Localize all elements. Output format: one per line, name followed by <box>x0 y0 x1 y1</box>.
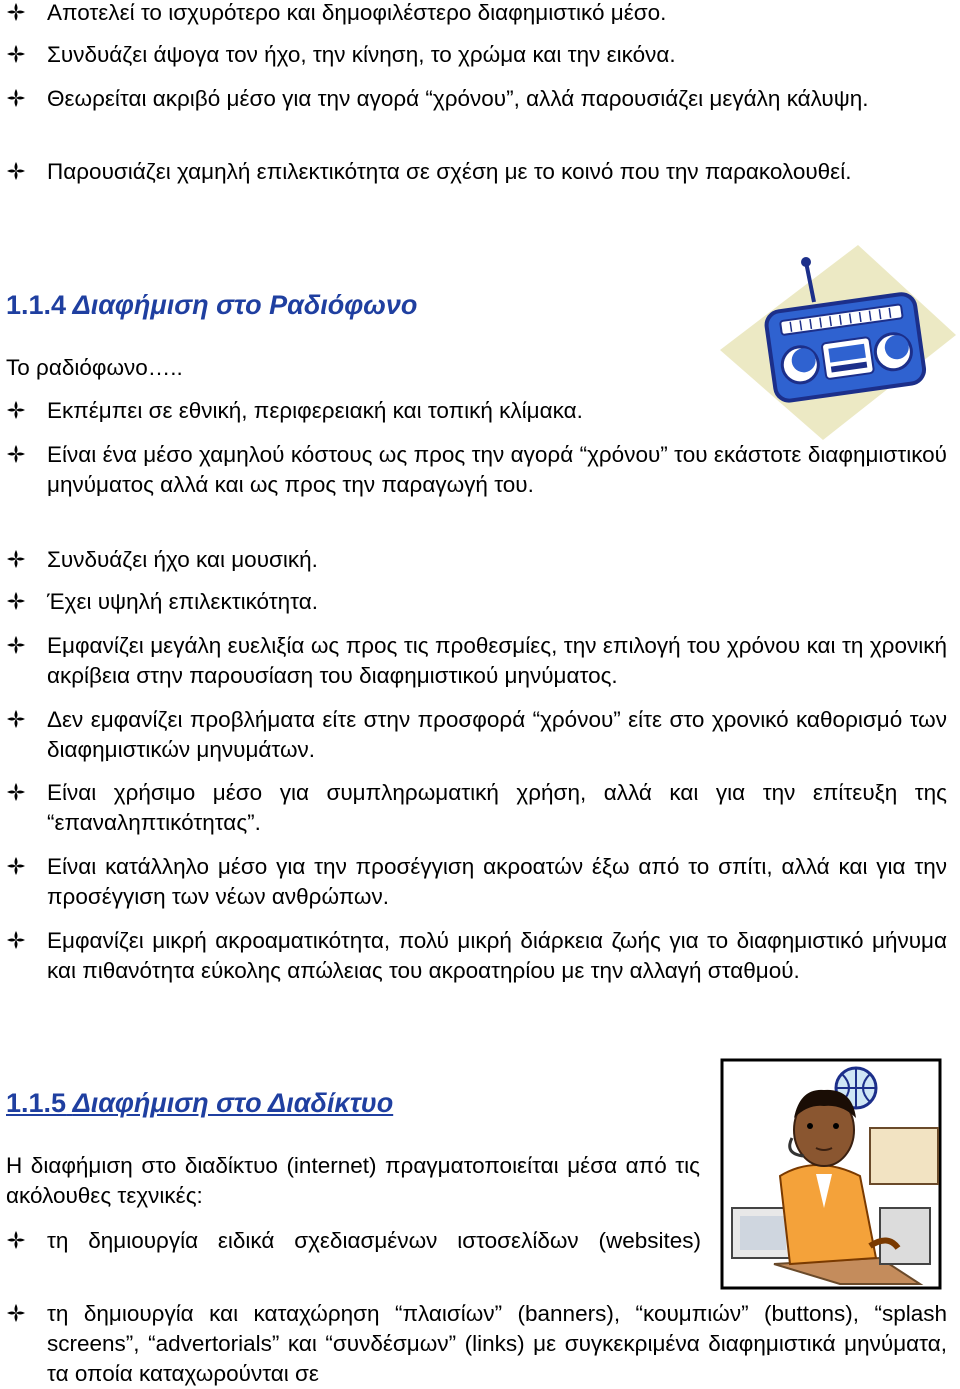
diamond-four-petal-icon <box>6 635 26 655</box>
diamond-four-petal-icon <box>6 44 26 64</box>
list-item <box>0 396 947 426</box>
section-title: Διαφήμιση στο Ραδιόφωνο <box>72 290 418 320</box>
list-item-text: Είναι χρήσιμο μέσο για συμπληρωματική χρήση, αλλά και για την επίτευξη της “επαναληπτικότητας”. <box>47 780 947 835</box>
list-item <box>0 778 947 838</box>
section-title: Διαφήμιση στο Διαδίκτυο <box>72 1088 394 1118</box>
diamond-four-petal-icon <box>6 444 26 464</box>
list-item-text: Είναι ένα μέσο χαμηλού κόστους ως προς την αγορά “χρόνου” του εκάστοτε διαφημιστικού μηνύματος αλλά και ως προς την παραγωγή του. <box>47 442 947 497</box>
diamond-four-petal-icon <box>6 161 26 181</box>
list-item-text: Αποτελεί το ισχυρότερο και δημοφιλέστερο διαφημιστικό μέσο. <box>47 0 667 25</box>
list-item <box>0 545 947 575</box>
list-item <box>0 440 947 500</box>
list-item-text: τη δημιουργία και καταχώρηση “πλαισίων” (banners), “κουμπιών” (buttons), “splash screens”, “advertorials” και “συνδέσμων” (links) με συγκεκριμένα διαφημιστικά μηνύματα, τα οποία καταχωρούνται σε <box>47 1301 947 1386</box>
list-item <box>0 926 947 986</box>
list-item <box>0 1299 947 1389</box>
list-item <box>0 84 947 114</box>
diamond-four-petal-icon <box>6 591 26 611</box>
list-item-text: Εμφανίζει μεγάλη ευελιξία ως προς τις προθεσμίες, την επιλογή του χρόνου και τη χρονική ακρίβεια στην παρουσίαση του διαφημιστικού μηνύματος. <box>47 633 947 688</box>
diamond-four-petal-icon <box>6 782 26 802</box>
diamond-four-petal-icon <box>6 1303 26 1323</box>
diamond-four-petal-icon <box>6 856 26 876</box>
list-item <box>0 852 947 912</box>
list-item-text: τη δημιουργία ειδικά σχεδιασμένων ιστοσελίδων (websites) <box>47 1228 701 1253</box>
list-item-text: Έχει υψηλή επιλεκτικότητα. <box>47 589 318 614</box>
section-number: 1.1.4 <box>6 290 67 320</box>
list-item-text: Παρουσιάζει χαμηλή επιλεκτικότητα σε σχέση με το κοινό που την παρακολουθεί. <box>47 159 852 184</box>
section-intro-radio: Το ραδιόφωνο….. <box>6 355 183 380</box>
diamond-four-petal-icon <box>6 1230 26 1250</box>
list-item-text: Θεωρείται ακριβό μέσο για την αγορά “χρόνου”, αλλά παρουσιάζει μεγάλη κάλυψη. <box>47 86 869 111</box>
diamond-four-petal-icon <box>6 88 26 108</box>
list-item-text: Εμφανίζει μικρή ακροαματικότητα, πολύ μικρή διάρκεια ζωής για το διαφημιστικό μήνυμα και πιθανότητα εύκολης απώλειας του ακροατηρίου με την αλλαγή σταθμού. <box>47 928 947 983</box>
section-heading-internet <box>6 1087 393 1119</box>
diamond-four-petal-icon <box>6 400 26 420</box>
list-item-text: Δεν εμφανίζει προβλήματα είτε στην προσφορά “χρόνου” είτε στο χρονικό καθορισμό των διαφημιστικών μηνυμάτων. <box>47 707 947 762</box>
list-item <box>0 631 947 691</box>
diamond-four-petal-icon <box>6 2 26 22</box>
list-item <box>0 1226 701 1256</box>
section-heading-radio <box>6 289 417 321</box>
diamond-four-petal-icon <box>6 549 26 569</box>
list-item <box>0 587 947 617</box>
man-at-computer-clipart-icon <box>720 1058 942 1290</box>
list-item-text: Συνδυάζει ήχο και μουσική. <box>47 547 318 572</box>
list-item <box>0 705 947 765</box>
diamond-four-petal-icon <box>6 709 26 729</box>
section-intro-internet: Η διαφήμιση στο διαδίκτυο (internet) πραγματοποιείται μέσα από τις ακόλουθες τεχνικές: <box>6 1153 700 1208</box>
list-item-text: Είναι κατάλληλο μέσο για την προσέγγιση ακροατών έξω από το σπίτι, αλλά και για την προσέγγιση των νέων ανθρώπων. <box>47 854 947 909</box>
list-item-text: Εκπέμπει σε εθνική, περιφερειακή και τοπική κλίμακα. <box>47 398 583 423</box>
section-number: 1.1.5 <box>6 1088 67 1118</box>
list-item <box>0 40 947 70</box>
list-item <box>0 157 947 187</box>
list-item <box>0 0 947 28</box>
list-item-text: Συνδυάζει άψογα τον ήχο, την κίνηση, το χρώμα και την εικόνα. <box>47 42 676 67</box>
diamond-four-petal-icon <box>6 930 26 950</box>
